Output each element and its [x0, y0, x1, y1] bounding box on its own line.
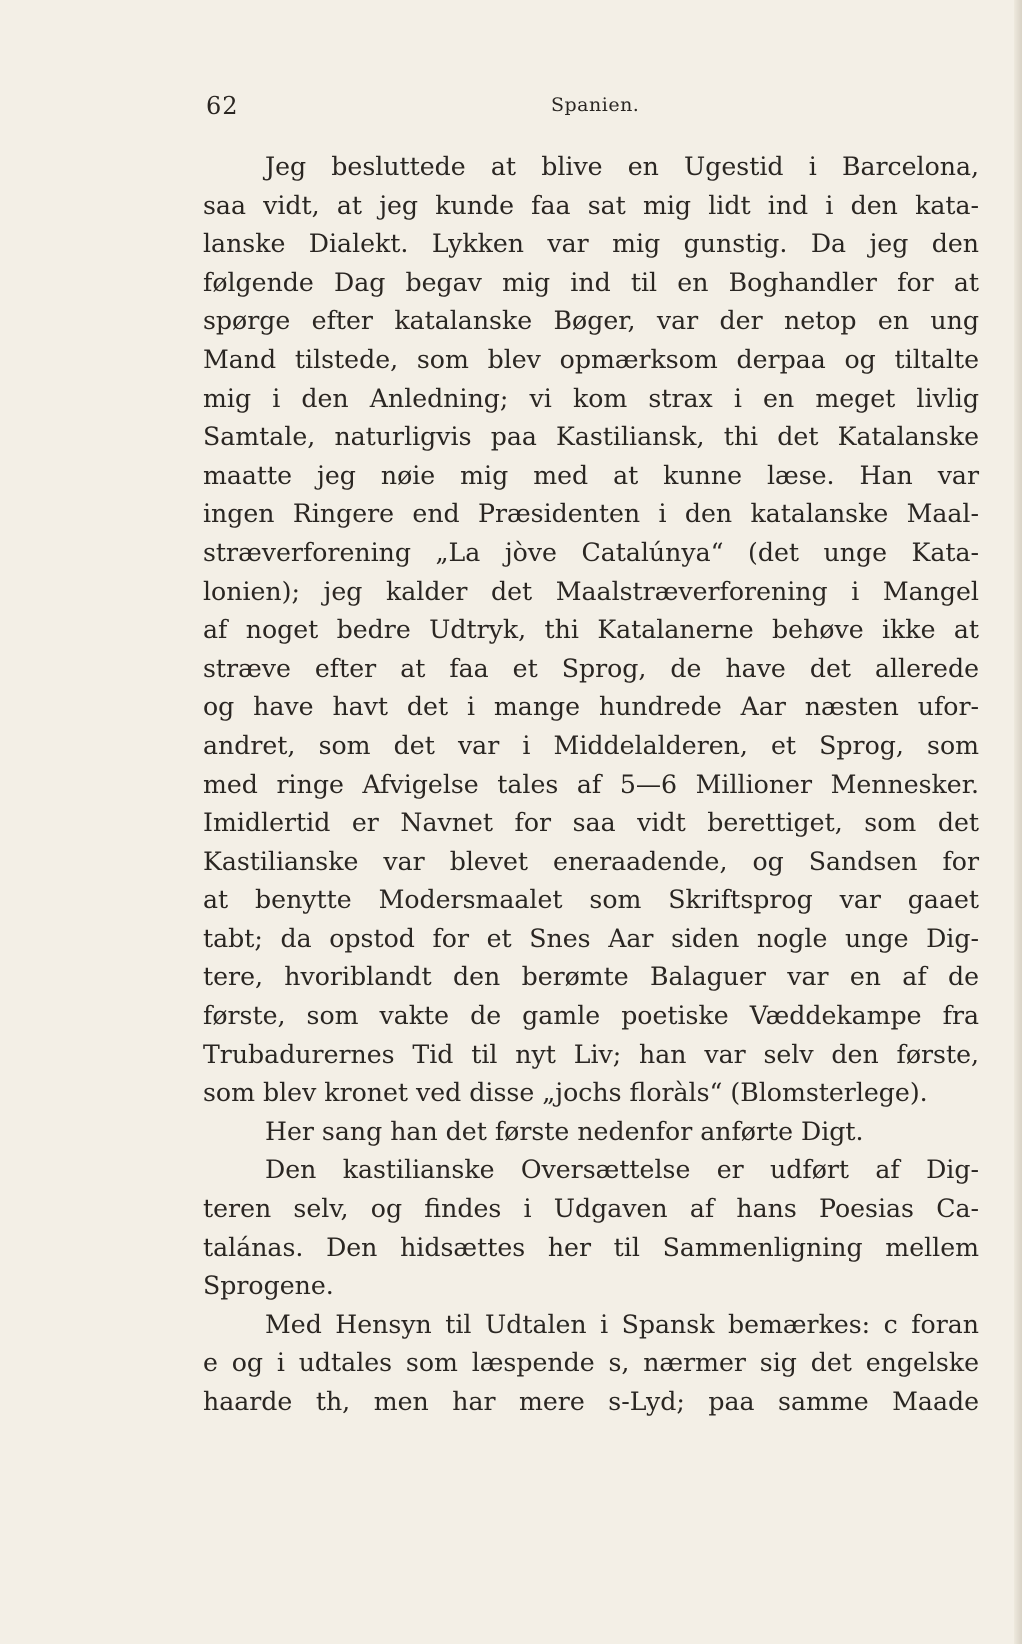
running-head: Spanien.	[551, 94, 640, 116]
text-line: Jeg besluttede at blive en Ugestid i Barcelona,	[265, 152, 979, 181]
page-edge-shadow	[1014, 0, 1022, 1644]
text-line: som blev kronet ved disse „jochs floràls“ (Blomsterlege).	[203, 1078, 928, 1108]
text-line: og have havt det i mange hundrede Aar næsten ufor-	[203, 692, 979, 722]
text-line: af noget bedre Udtryk, thi Katalanerne behøve ikke at	[203, 615, 979, 645]
text-line: første, som vakte de gamle poetiske Væddekampe fra	[203, 1001, 979, 1031]
text-line: at benytte Modersmaalet som Skriftsprog var gaaet	[203, 885, 979, 915]
text-line: Med Hensyn til Udtalen i Spansk bemærkes: c foran	[265, 1309, 979, 1339]
text-line: ingen Ringere end Præsidenten i den katalanske Maal-	[203, 499, 979, 529]
text-line: Mand tilstede, som blev opmærksom derpaa og tiltalte	[203, 344, 979, 374]
text-line: mig i den Anledning; vi kom strax i en meget livlig	[203, 383, 979, 413]
text-line: Kastilianske var blevet eneraadende, og Sandsen for	[203, 846, 979, 876]
text-line: stræve efter at faa et Sprog, de have det allerede	[203, 653, 979, 683]
text-line: spørge efter katalanske Bøger, var der netop en ung	[203, 306, 979, 336]
text-line: tabt; da opstod for et Snes Aar siden nogle unge Dig-	[203, 923, 979, 953]
text-line: følgende Dag begav mig ind til en Boghandler for at	[203, 267, 979, 297]
text-line: saa vidt, at jeg kunde faa sat mig lidt ind i den kata-	[203, 190, 979, 220]
text-line: Samtale, naturligvis paa Kastiliansk, thi det Katalanske	[203, 422, 979, 452]
page-number: 62	[206, 92, 239, 120]
text-line: e og i udtales som læspende s, nærmer sig det engelske	[203, 1348, 979, 1378]
text-line: Den kastilianske Oversættelse er udført af Dig-	[265, 1155, 979, 1185]
text-line: maatte jeg nøie mig med at kunne læse. Han var	[203, 460, 979, 490]
text-line: talánas. Den hidsættes her til Sammenligning mellem	[203, 1232, 979, 1262]
text-line: teren selv, og findes i Udgaven af hans Poesias Ca-	[203, 1194, 979, 1224]
text-line: Sprogene.	[203, 1271, 334, 1301]
text-line: haarde th, men har mere s-Lyd; paa samme Maade	[203, 1387, 979, 1416]
text-line: stræverforening „La jòve Catalúnya“ (det unge Kata-	[203, 537, 979, 567]
page-header	[206, 92, 986, 122]
text-line: lanske Dialekt. Lykken var mig gunstig. Da jeg den	[203, 229, 979, 259]
text-line: andret, som det var i Middelalderen, et Sprog, som	[203, 730, 979, 760]
body-text	[203, 148, 979, 1422]
text-line: Trubadurernes Tid til nyt Liv; han var selv den første,	[203, 1039, 979, 1069]
text-line: Her sang han det første nedenfor anførte Digt.	[265, 1116, 864, 1146]
text-line: med ringe Afvigelse tales af 5—6 Millioner Mennesker.	[203, 769, 979, 799]
text-line: lonien); jeg kalder det Maalstræverforening i Mangel	[203, 576, 979, 606]
text-line: Imidlertid er Navnet for saa vidt berettiget, som det	[203, 808, 979, 838]
text-line: tere, hvoriblandt den berømte Balaguer var en af de	[203, 962, 979, 992]
